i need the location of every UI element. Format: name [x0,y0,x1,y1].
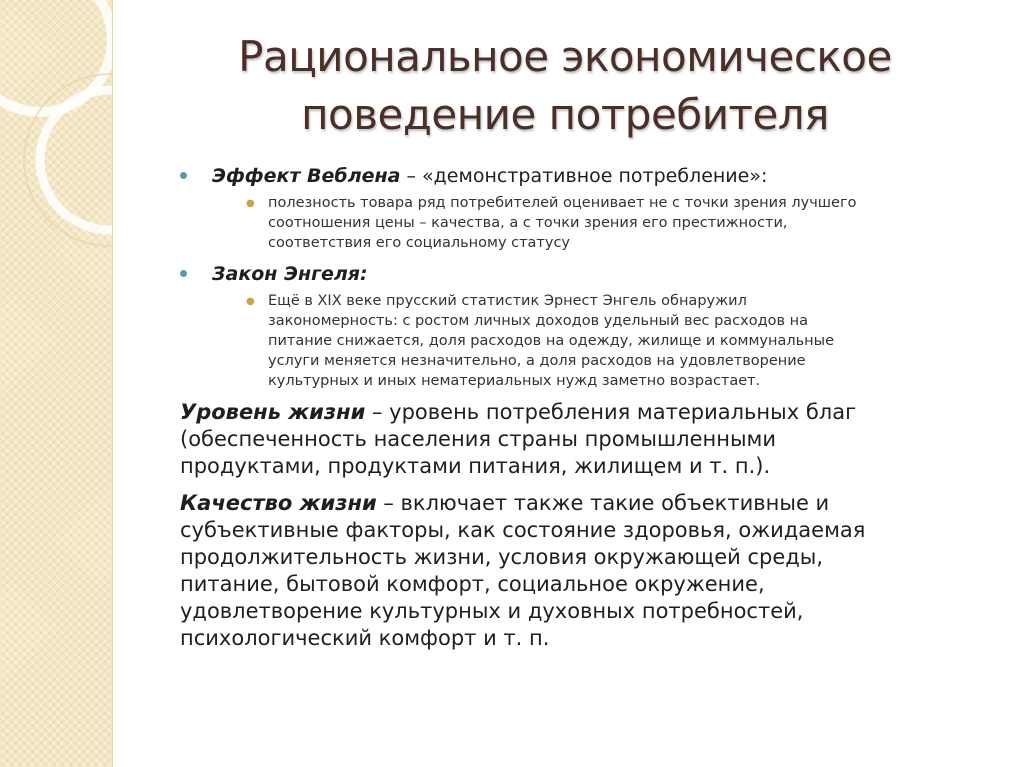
quality-of-life-line: психологический комфорт и т. п. [180,626,550,650]
engel-term: Закон Энгеля: [212,263,368,285]
sub-bullet-icon: ● [246,296,255,307]
veblen-detail-line: соответствия его социальному статусу [268,235,571,251]
quality-of-life-line: удовлетворение культурных и духовных потребностей, [180,599,804,623]
decorative-rings [0,0,112,330]
bullet-dot-icon [180,172,187,179]
bullet-veblen [180,163,980,189]
living-standard-line: продуктами, продуктами питания, жилищем и т. п.). [180,454,771,478]
sub-bullet-engel-detail [180,291,980,391]
quality-of-life-line: питание, бытовой комфорт, социальное окружение, [180,572,765,596]
living-standard-paragraph [180,399,980,480]
quality-of-life-paragraph [180,490,980,652]
engel-detail-line: закономерность: с ростом личных доходов удельный вес расходов на [268,313,809,329]
slide-body [180,163,980,652]
quality-of-life-term: Качество жизни [180,491,377,515]
quality-of-life-text: – включает также такие объективные и [376,491,830,515]
bullet-dot-icon [180,270,187,277]
living-standard-line: (обеспеченность населения страны промышленными [180,427,777,451]
living-standard-term: Уровень жизни [180,400,366,424]
sub-bullet-veblen-detail [180,193,980,253]
veblen-definition: – «демонстративное потребление»: [400,165,768,187]
engel-detail-line: Ещё в XIX веке прусский статистик Эрнест Энгель обнаружил [268,293,747,309]
slide-title-line2: поведение потребителя [301,90,829,139]
veblen-detail-line: полезность товара ряд потребителей оценивает не с точки зрения лучшего [268,195,857,211]
engel-detail-line: культурных и иных нематериальных нужд заметно возрастает. [268,373,761,389]
sub-bullet-icon: ● [246,198,255,209]
quality-of-life-line: продолжительность жизни, условия окружающей среды, [180,545,824,569]
veblen-term: Эффект Веблена [212,165,401,187]
engel-detail-line: питание снижается, доля расходов на одежду, жилище и коммунальные [268,333,835,349]
slide-title [150,28,980,144]
slide-title-line1: Рациональное экономическое [238,32,892,81]
living-standard-text: – уровень потребления материальных благ [365,400,857,424]
quality-of-life-line: субъективные факторы, как состояние здоровья, ожидаемая [180,518,866,542]
engel-detail-line: услуги меняется незначительно, а доля расходов на удовлетворение [268,353,806,369]
bullet-engel [180,261,980,287]
veblen-detail-line: соотношения цены – качества, а с точки зрения его престижности, [268,215,788,231]
